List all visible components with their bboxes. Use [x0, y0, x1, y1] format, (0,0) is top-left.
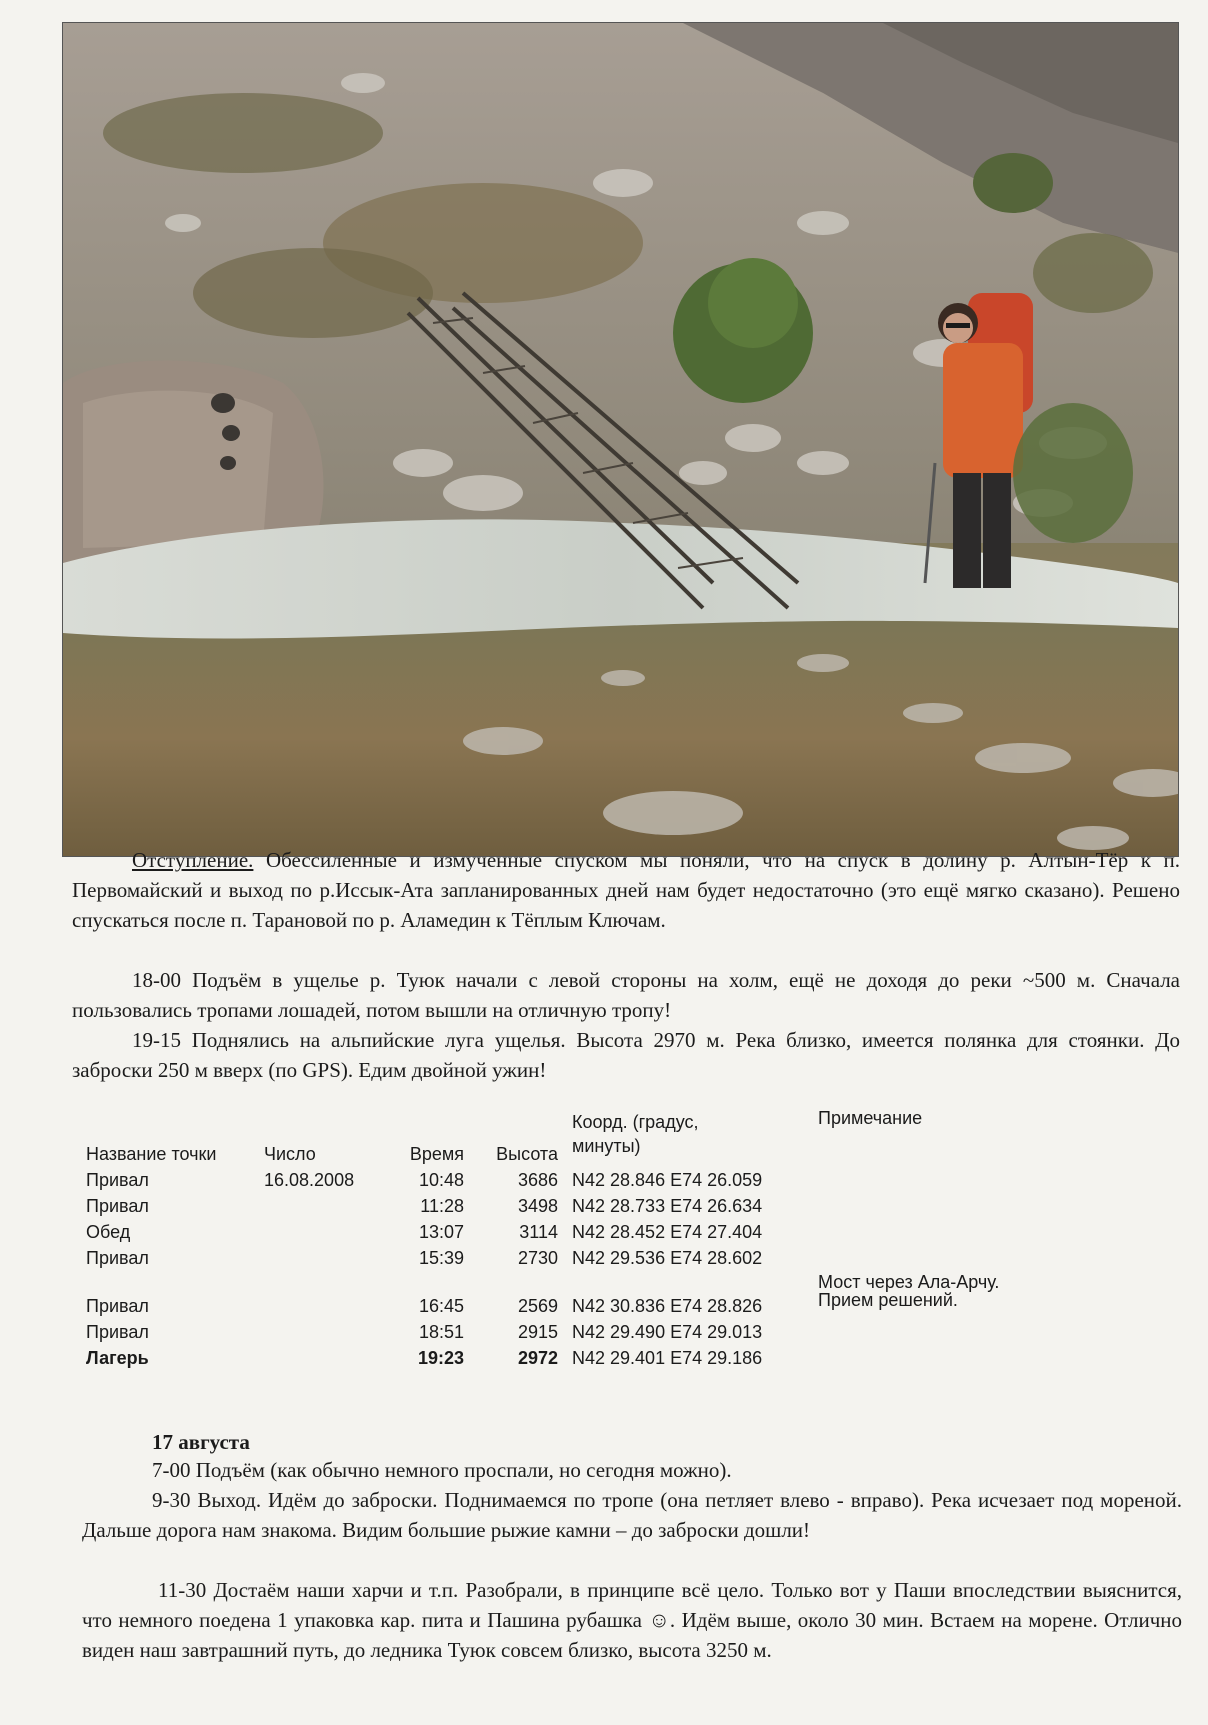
retreat-text: Обессиленные и измученные спуском мы поняли, что на спуск в долину р. Алтын-Тёр к п. Первомайский и выход по р.Иссык-Ата запланированных дней нам будет недостаточно (это ещё мягко сказано). Решено спускаться после п. Тарановой по р. Аламедин к Тёплым Ключам.: [72, 848, 1180, 932]
cell-time: 15:39: [418, 1248, 464, 1268]
day-heading-text: 17 августа: [152, 1430, 250, 1454]
header-name: Название точки: [86, 1144, 217, 1164]
header-note: Примечание: [818, 1108, 923, 1128]
header-coord-line2: минуты): [572, 1136, 641, 1156]
cell-coord: N42 28.733 E74 26.634: [572, 1196, 763, 1216]
cell-coord: N42 29.401 E74 29.186: [572, 1348, 763, 1368]
paragraph-0930-text: 9-30 Выход. Идём до заброски. Поднимаемся по тропе (она петляет влево - вправо). Река исчезает под мореной. Дальше дорога нам знакома. Видим большие рыжие камни – до заброски дошли!: [82, 1488, 1182, 1542]
cell-time: 10:48: [418, 1170, 464, 1190]
table-row: [86, 1219, 1046, 1245]
cell-note: Мост через Ала-Арчу.: [818, 1272, 1000, 1292]
table-row: [86, 1193, 1046, 1219]
paragraph-0700: [82, 1455, 1182, 1485]
cell-date: 16.08.2008: [264, 1170, 355, 1190]
cell-note: Прием решений.: [818, 1290, 958, 1310]
header-time: Время: [409, 1144, 464, 1164]
paragraph-1800: [72, 965, 1180, 1025]
paragraph-0700-text: 7-00 Подъём (как обычно немного проспали, но сегодня можно).: [152, 1458, 732, 1482]
cell-altitude: 3686: [517, 1170, 558, 1190]
photo-bridge-over-river: [62, 22, 1179, 857]
paragraph-1915: [72, 1025, 1180, 1085]
cell-time: 19:23: [417, 1348, 464, 1368]
cell-coord: N42 29.490 E74 29.013: [572, 1322, 763, 1342]
cell-coord: N42 29.536 E74 28.602: [572, 1248, 763, 1268]
cell-coord: N42 28.846 E74 26.059: [572, 1170, 763, 1190]
table-row: [86, 1167, 1046, 1193]
photo-illustration: [63, 23, 1178, 856]
cell-time: 11:28: [420, 1196, 464, 1216]
cell-name: Лагерь: [86, 1348, 149, 1368]
paragraph-1130-text: 11-30 Достаём наши харчи и т.п. Разобрали, в принципе всё цело. Только вот у Паши впоследствии выяснится, что немного поедена 1 упаковка кар. пита и Пашина рубашка ☺. Идём выше, около 30 мин. Встаем на морене. Отлично виден наш завтрашний путь, до ледника Туюк совсем близко, высота 3250 м.: [82, 1578, 1182, 1662]
cell-name: Привал: [86, 1296, 149, 1316]
table-row: [86, 1290, 1046, 1319]
paragraph-0930: [82, 1485, 1182, 1545]
header-coord-line1: Коорд. (градус,: [572, 1112, 699, 1132]
day-heading: [152, 1427, 552, 1457]
cell-coord: N42 30.836 E74 28.826: [572, 1296, 763, 1316]
cell-name: Обед: [86, 1222, 131, 1242]
cell-name: Привал: [86, 1322, 149, 1342]
paragraph-1130: [82, 1575, 1182, 1665]
paragraph-1915-text: 19-15 Поднялись на альпийские луга ущелья. Высота 2970 м. Река близко, имеется полянка для стоянки. До заброски 250 м вверх (по GPS). Едим двойной ужин!: [72, 1028, 1180, 1082]
cell-coord: N42 28.452 E74 27.404: [572, 1222, 763, 1242]
paragraph-1800-text: 18-00 Подъём в ущелье р. Туюк начали с левой стороны на холм, ещё не доходя до реки ~500 м. Сначала пользовались тропами лошадей, потом вышли на отличную тропу!: [72, 968, 1180, 1022]
cell-time: 13:07: [418, 1222, 464, 1242]
cell-altitude: 2972: [517, 1348, 558, 1368]
cell-name: Привал: [86, 1196, 149, 1216]
cell-altitude: 2730: [517, 1248, 558, 1268]
table-row: [86, 1319, 1046, 1345]
cell-altitude: 3114: [519, 1222, 558, 1242]
retreat-heading: Отступление.: [132, 848, 254, 872]
cell-name: Привал: [86, 1170, 149, 1190]
cell-altitude: 2569: [517, 1296, 558, 1316]
table-row: [86, 1245, 1046, 1292]
cell-altitude: 2915: [517, 1322, 558, 1342]
header-date: Число: [264, 1144, 316, 1164]
cell-altitude: 3498: [517, 1196, 558, 1216]
cell-time: 16:45: [418, 1296, 464, 1316]
paragraph-retreat: [72, 845, 1180, 935]
cell-time: 18:51: [418, 1322, 464, 1342]
table-row-camp: [86, 1345, 1046, 1371]
header-altitude: Высота: [496, 1144, 558, 1164]
table-header: [86, 1105, 1046, 1165]
cell-name: Привал: [86, 1248, 149, 1268]
